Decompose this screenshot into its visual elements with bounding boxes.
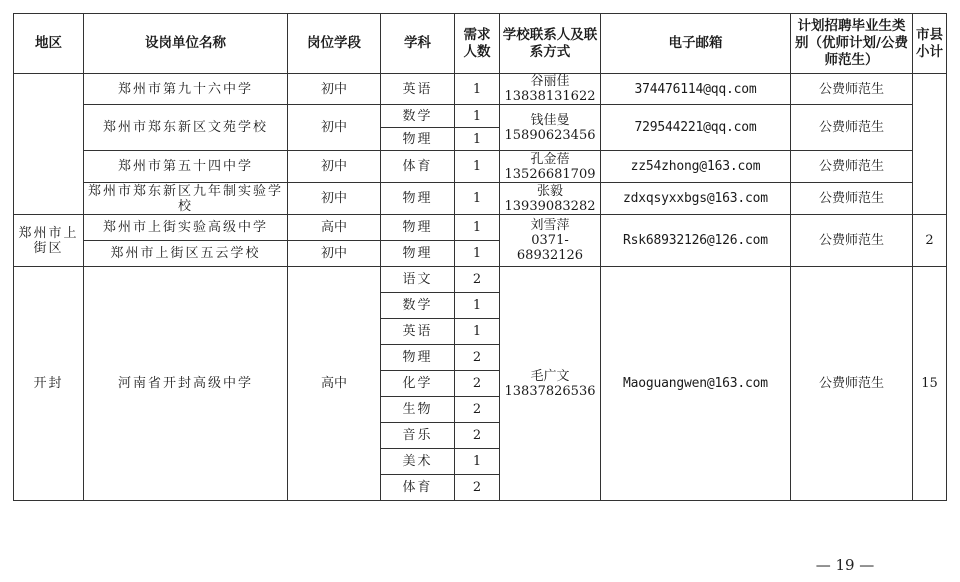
contact-cell (500, 267, 601, 501)
table-row (14, 74, 947, 105)
count-cell: 1 (455, 449, 500, 475)
count-cell: 2 (455, 423, 500, 449)
subject-cell: 物理 (381, 183, 455, 215)
count-cell: 1 (455, 151, 500, 183)
count-cell: 1 (455, 74, 500, 105)
email-cell: Rsk68932126@126.com (601, 215, 791, 267)
subject-cell: 体育 (381, 151, 455, 183)
table-header-row (14, 14, 947, 74)
contact-phone: 13837826536 (504, 383, 596, 399)
header-contact: 学校联系人及联系方式 (500, 14, 601, 74)
recruitment-table (13, 13, 947, 501)
count-cell: 2 (455, 475, 500, 501)
level-cell: 初中 (288, 183, 381, 215)
header-region: 地区 (14, 14, 84, 74)
header-unit: 设岗单位名称 (84, 14, 288, 74)
plan-cell: 公费师范生 (791, 105, 913, 151)
contact-phone: 13526681709 (504, 166, 596, 182)
plan-cell: 公费师范生 (791, 215, 913, 267)
count-cell: 1 (455, 293, 500, 319)
count-cell: 2 (455, 371, 500, 397)
plan-cell: 公费师范生 (791, 74, 913, 105)
header-plan: 计划招聘毕业生类别（优师计划/公费师范生） (791, 14, 913, 74)
count-cell: 2 (455, 397, 500, 423)
count-cell: 1 (455, 128, 500, 151)
region-cell-empty (14, 74, 84, 215)
subject-cell: 英语 (381, 74, 455, 105)
contact-cell (500, 74, 601, 105)
email-cell: zz54zhong@163.com (601, 151, 791, 183)
subject-cell: 语文 (381, 267, 455, 293)
plan-cell: 公费师范生 (791, 151, 913, 183)
header-level: 岗位学段 (288, 14, 381, 74)
subject-cell: 化学 (381, 371, 455, 397)
contact-phone: 13939083282 (504, 198, 596, 214)
level-cell: 高中 (288, 215, 381, 241)
email-cell: 374476114@qq.com (601, 74, 791, 105)
contact-name: 钱佳曼 (530, 112, 570, 128)
unit-cell: 郑州市上街实验高级中学 (84, 215, 288, 241)
contact-phone: 15890623456 (504, 127, 596, 143)
subtotal-cell-empty (913, 74, 947, 215)
contact-cell (500, 183, 601, 215)
region-cell: 开封 (14, 267, 84, 501)
header-subject: 学科 (381, 14, 455, 74)
unit-cell: 河南省开封高级中学 (84, 267, 288, 501)
contact-name: 刘雪萍 (530, 218, 570, 233)
subject-cell: 数学 (381, 293, 455, 319)
unit-cell: 郑州市郑东新区文苑学校 (84, 105, 288, 151)
subtotal-cell: 15 (913, 267, 947, 501)
level-cell: 初中 (288, 241, 381, 267)
subject-cell: 音乐 (381, 423, 455, 449)
email-cell: zdxqsyxxbgs@163.com (601, 183, 791, 215)
unit-cell: 郑州市第九十六中学 (84, 74, 288, 105)
region-cell: 郑州市上街区 (14, 215, 84, 267)
contact-name: 毛广文 (530, 368, 570, 384)
level-cell: 初中 (288, 105, 381, 151)
subject-cell: 数学 (381, 105, 455, 128)
subject-cell: 生物 (381, 397, 455, 423)
count-cell: 1 (455, 241, 500, 267)
level-cell: 高中 (288, 267, 381, 501)
table-row (14, 105, 947, 128)
table-row (14, 267, 947, 293)
header-email: 电子邮箱 (601, 14, 791, 74)
count-cell: 1 (455, 319, 500, 345)
subject-cell: 物理 (381, 215, 455, 241)
level-cell: 初中 (288, 151, 381, 183)
subject-cell: 物理 (381, 128, 455, 151)
count-cell: 2 (455, 267, 500, 293)
table-row (14, 183, 947, 215)
count-cell: 1 (455, 183, 500, 215)
subject-cell: 物理 (381, 345, 455, 371)
contact-name: 孔金蓓 (530, 151, 570, 167)
table-row (14, 151, 947, 183)
contact-cell (500, 151, 601, 183)
subtotal-cell: 2 (913, 215, 947, 267)
count-cell: 2 (455, 345, 500, 371)
unit-cell: 郑州市上街区五云学校 (84, 241, 288, 267)
subject-cell: 美术 (381, 449, 455, 475)
header-count: 需求人数 (455, 14, 500, 74)
contact-phone: 13838131622 (504, 89, 596, 104)
contact-phone: 0371-68932126 (516, 233, 584, 263)
level-cell: 初中 (288, 74, 381, 105)
table-row (14, 215, 947, 241)
subject-cell: 体育 (381, 475, 455, 501)
email-cell: 729544221@qq.com (601, 105, 791, 151)
email-cell: Maoguangwen@163.com (601, 267, 791, 501)
plan-cell: 公费师范生 (791, 267, 913, 501)
header-subtotal: 市县小计 (913, 14, 947, 74)
count-cell: 1 (455, 105, 500, 128)
count-cell: 1 (455, 215, 500, 241)
unit-cell: 郑州市郑东新区九年制实验学校 (84, 183, 288, 215)
plan-cell: 公费师范生 (791, 183, 913, 215)
contact-cell (500, 215, 601, 267)
subject-cell: 物理 (381, 241, 455, 267)
subject-cell: 英语 (381, 319, 455, 345)
unit-cell: 郑州市第五十四中学 (84, 151, 288, 183)
contact-name: 谷丽佳 (530, 74, 570, 89)
contact-cell (500, 105, 601, 151)
contact-name: 张毅 (536, 183, 563, 199)
page-number: — 19 — (815, 556, 875, 574)
